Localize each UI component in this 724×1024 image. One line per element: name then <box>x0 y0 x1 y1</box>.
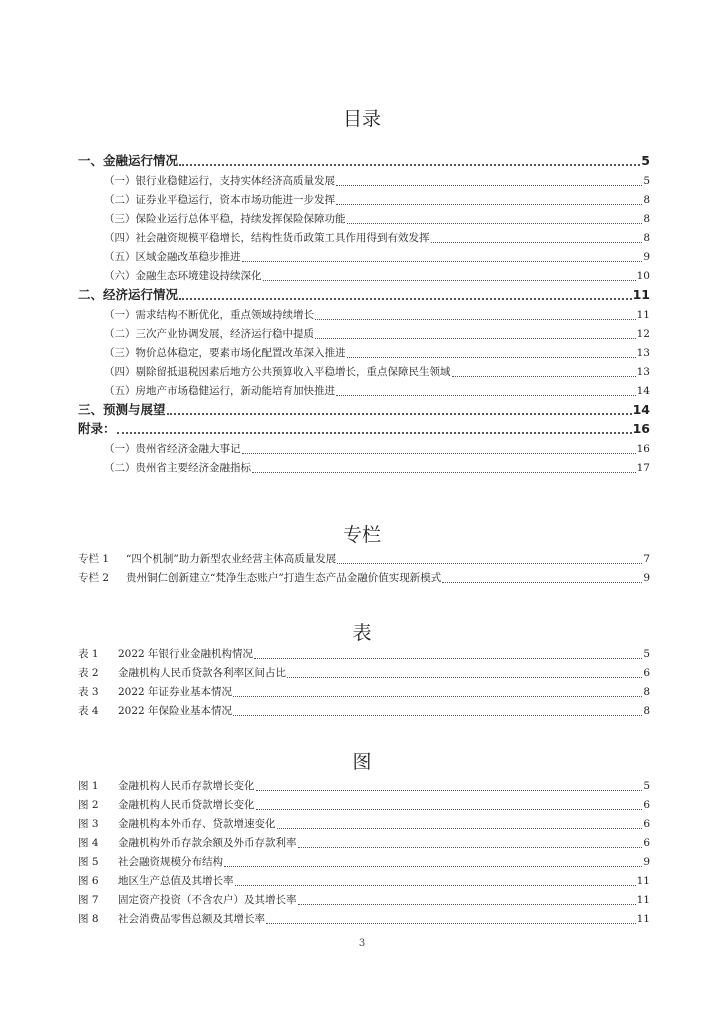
figure-entry-prefix: 图 5 <box>78 856 99 868</box>
figure-entry-label: 金融机构本外币存、贷款增速变化 <box>118 818 276 830</box>
toc-entry-page: 5 <box>643 175 650 187</box>
figure-entry-page: 6 <box>643 818 650 830</box>
figure-entry-label: 社会消费品零售总额及其增长率 <box>118 913 265 925</box>
toc-entry-label: （一）需求结构不断优化，重点领域持续增长 <box>104 309 314 321</box>
toc-entry[interactable] <box>104 441 650 457</box>
figure-entry-page: 6 <box>643 837 650 849</box>
column-entry-prefix: 专栏 2 <box>78 572 110 584</box>
toc-entry[interactable] <box>78 401 650 419</box>
figure-entry-prefix: 图 2 <box>78 799 99 811</box>
dot-leader <box>117 431 632 434</box>
toc-entry[interactable] <box>104 249 650 265</box>
toc-entry-page: 16 <box>636 443 650 455</box>
table-entry-prefix: 表 3 <box>78 686 99 698</box>
column-entry-label: “四个机制”助力新型农业经营主体高质量发展 <box>126 553 337 565</box>
table-entry-page: 8 <box>643 705 650 717</box>
figure-entry-prefix: 图 8 <box>78 913 99 925</box>
dot-leader <box>298 846 643 848</box>
tables-heading: 表 <box>352 622 372 644</box>
dot-leader <box>298 903 636 905</box>
table-entry[interactable] <box>78 665 650 681</box>
toc-entry-page: 11 <box>636 309 650 321</box>
toc-entry-label: （三）保险业运行总体平稳，持续发挥保险保障功能 <box>104 213 346 225</box>
figure-entry-page: 11 <box>636 875 650 887</box>
column-entry[interactable] <box>78 551 650 567</box>
dot-leader <box>224 865 642 867</box>
dot-leader <box>252 471 636 473</box>
dot-leader <box>347 222 643 224</box>
toc-entry-label: 一、金融运行情况 <box>78 153 179 168</box>
toc-entry[interactable] <box>104 383 650 399</box>
dot-leader <box>266 922 636 924</box>
toc-entry-page: 17 <box>636 462 650 474</box>
toc-entry-page: 14 <box>632 402 650 417</box>
toc-entry-page: 13 <box>636 347 650 359</box>
figure-entry-page: 6 <box>643 799 650 811</box>
toc-entry[interactable] <box>78 152 650 170</box>
toc-entry[interactable] <box>104 307 650 323</box>
figure-entry-prefix: 图 6 <box>78 875 99 887</box>
dot-leader <box>347 356 636 358</box>
column-entry-label: 贵州铜仁创新建立“梵净生态账户”打造生态产品金融价值实现新模式 <box>126 572 442 584</box>
toc-entry[interactable] <box>104 192 650 208</box>
dot-leader <box>256 789 643 791</box>
dot-leader <box>287 676 642 678</box>
toc-entry-page: 10 <box>636 270 650 282</box>
dot-leader <box>179 163 640 166</box>
toc-entry-label: （一）贵州省经济金融大事记 <box>104 443 241 455</box>
figure-entry-page: 11 <box>636 894 650 906</box>
toc-entry-page: 8 <box>643 194 650 206</box>
figure-entry-label: 社会融资规模分布结构 <box>118 856 223 868</box>
figure-entry[interactable] <box>78 816 650 832</box>
toc-entry[interactable] <box>104 211 650 227</box>
table-entry[interactable] <box>78 684 650 700</box>
dot-leader <box>442 581 642 583</box>
toc-entry-label: 二、经济运行情况 <box>78 287 179 302</box>
dot-leader <box>315 337 636 339</box>
toc-entry-label: 三、预测与展望 <box>78 402 166 417</box>
dot-leader <box>315 318 636 320</box>
toc-entry[interactable] <box>104 173 650 189</box>
figure-entry[interactable] <box>78 854 650 870</box>
figure-entry-prefix: 图 1 <box>78 780 99 792</box>
figure-entry-prefix: 图 3 <box>78 818 99 830</box>
table-entry-label: 金融机构人民币贷款各利率区间占比 <box>118 667 286 679</box>
figure-entry[interactable] <box>78 835 650 851</box>
figures-heading: 图 <box>352 751 372 773</box>
table-entry-label: 2022 年保险业基本情况 <box>118 705 233 717</box>
dot-leader <box>179 297 632 300</box>
dot-leader <box>254 657 642 659</box>
toc-entry-label: （二）三次产业协调发展，经济运行稳中提质 <box>104 328 314 340</box>
column-entry[interactable] <box>78 570 650 586</box>
toc-entry-label: （二）贵州省主要经济金融指标 <box>104 462 251 474</box>
table-entry-page: 8 <box>643 686 650 698</box>
toc-entry-page: 13 <box>636 366 650 378</box>
page-number: 3 <box>358 938 366 949</box>
toc-entry-page: 12 <box>636 328 650 340</box>
toc-entry-label: （五）区域金融改革稳步推进 <box>104 251 241 263</box>
figure-entry[interactable] <box>78 873 650 889</box>
toc-entry[interactable] <box>104 364 650 380</box>
table-entry-label: 2022 年证券业基本情况 <box>118 686 233 698</box>
dot-leader <box>277 827 643 829</box>
toc-entry[interactable] <box>78 286 650 304</box>
column-entry-prefix: 专栏 1 <box>78 553 110 565</box>
toc-entry[interactable] <box>104 230 650 246</box>
figure-entry[interactable] <box>78 892 650 908</box>
toc-entry-label: （一）银行业稳健运行，支持实体经济高质量发展 <box>104 175 335 187</box>
dot-leader <box>336 203 642 205</box>
figure-entry-page: 5 <box>643 780 650 792</box>
figure-entry-prefix: 图 7 <box>78 894 99 906</box>
dot-leader <box>233 695 642 697</box>
figure-entry-label: 固定资产投资（不含农户）及其增长率 <box>118 894 297 906</box>
columns-heading: 专栏 <box>342 524 381 546</box>
dot-leader <box>242 260 643 262</box>
dot-leader <box>242 452 636 454</box>
column-entry-page: 7 <box>643 553 650 565</box>
dot-leader <box>256 808 643 810</box>
dot-leader <box>235 884 636 886</box>
toc-heading: 目录 <box>342 108 381 130</box>
toc-entry-page: 14 <box>636 385 650 397</box>
toc-entry-label: （四）剔除留抵退税因素后地方公共预算收入平稳增长，重点保障民生领域 <box>104 366 451 378</box>
toc-entry[interactable] <box>104 460 650 476</box>
figure-entry-prefix: 图 4 <box>78 837 99 849</box>
toc-entry[interactable] <box>104 345 650 361</box>
toc-entry-page: 11 <box>632 287 650 302</box>
toc-entry-page: 5 <box>641 153 650 168</box>
figure-entry[interactable] <box>78 911 650 927</box>
dot-leader <box>167 412 632 415</box>
table-entry[interactable] <box>78 703 650 719</box>
dot-leader <box>336 394 636 396</box>
toc-entry-label: （四）社会融资规模平稳增长，结构性货币政策工具作用得到有效发挥 <box>104 232 430 244</box>
toc-entry-label: （三）物价总体稳定，要素市场化配置改革深入推进 <box>104 347 346 359</box>
figure-entry[interactable] <box>78 778 650 794</box>
toc-entry-label: （五）房地产市场稳健运行，新动能培育加快推进 <box>104 385 335 397</box>
table-entry-prefix: 表 4 <box>78 705 99 717</box>
toc-entry-page: 8 <box>643 232 650 244</box>
toc-entry[interactable] <box>104 326 650 342</box>
table-entry-page: 5 <box>643 648 650 660</box>
figure-entry-label: 地区生产总值及其增长率 <box>118 875 234 887</box>
table-entry-prefix: 表 1 <box>78 648 99 660</box>
toc-entry-label: （六）金融生态环境建设持续深化 <box>104 270 262 282</box>
dot-leader <box>263 279 636 281</box>
toc-entry[interactable] <box>78 420 650 438</box>
table-entry-prefix: 表 2 <box>78 667 99 679</box>
toc-entry-page: 9 <box>643 251 650 263</box>
figure-entry-page: 11 <box>636 913 650 925</box>
dot-leader <box>452 375 636 377</box>
dot-leader <box>233 714 642 716</box>
dot-leader <box>431 241 643 243</box>
table-entry-page: 6 <box>643 667 650 679</box>
dot-leader <box>336 184 642 186</box>
table-entry[interactable] <box>78 646 650 662</box>
toc-entry-label: 附录： <box>78 421 116 436</box>
toc-entry-label: （二）证券业平稳运行，资本市场功能进一步发挥 <box>104 194 335 206</box>
table-entry-label: 2022 年银行业金融机构情况 <box>118 648 254 660</box>
toc-entry-page: 8 <box>643 213 650 225</box>
figure-entry-label: 金融机构外币存款余额及外币存款利率 <box>118 837 297 849</box>
dot-leader <box>337 562 642 564</box>
figure-entry-page: 9 <box>643 856 650 868</box>
column-entry-page: 9 <box>643 572 650 584</box>
toc-entry-page: 16 <box>632 421 650 436</box>
figure-entry[interactable] <box>78 797 650 813</box>
figure-entry-label: 金融机构人民币存款增长变化 <box>118 780 255 792</box>
toc-entry[interactable] <box>104 268 650 284</box>
figure-entry-label: 金融机构人民币贷款增长变化 <box>118 799 255 811</box>
